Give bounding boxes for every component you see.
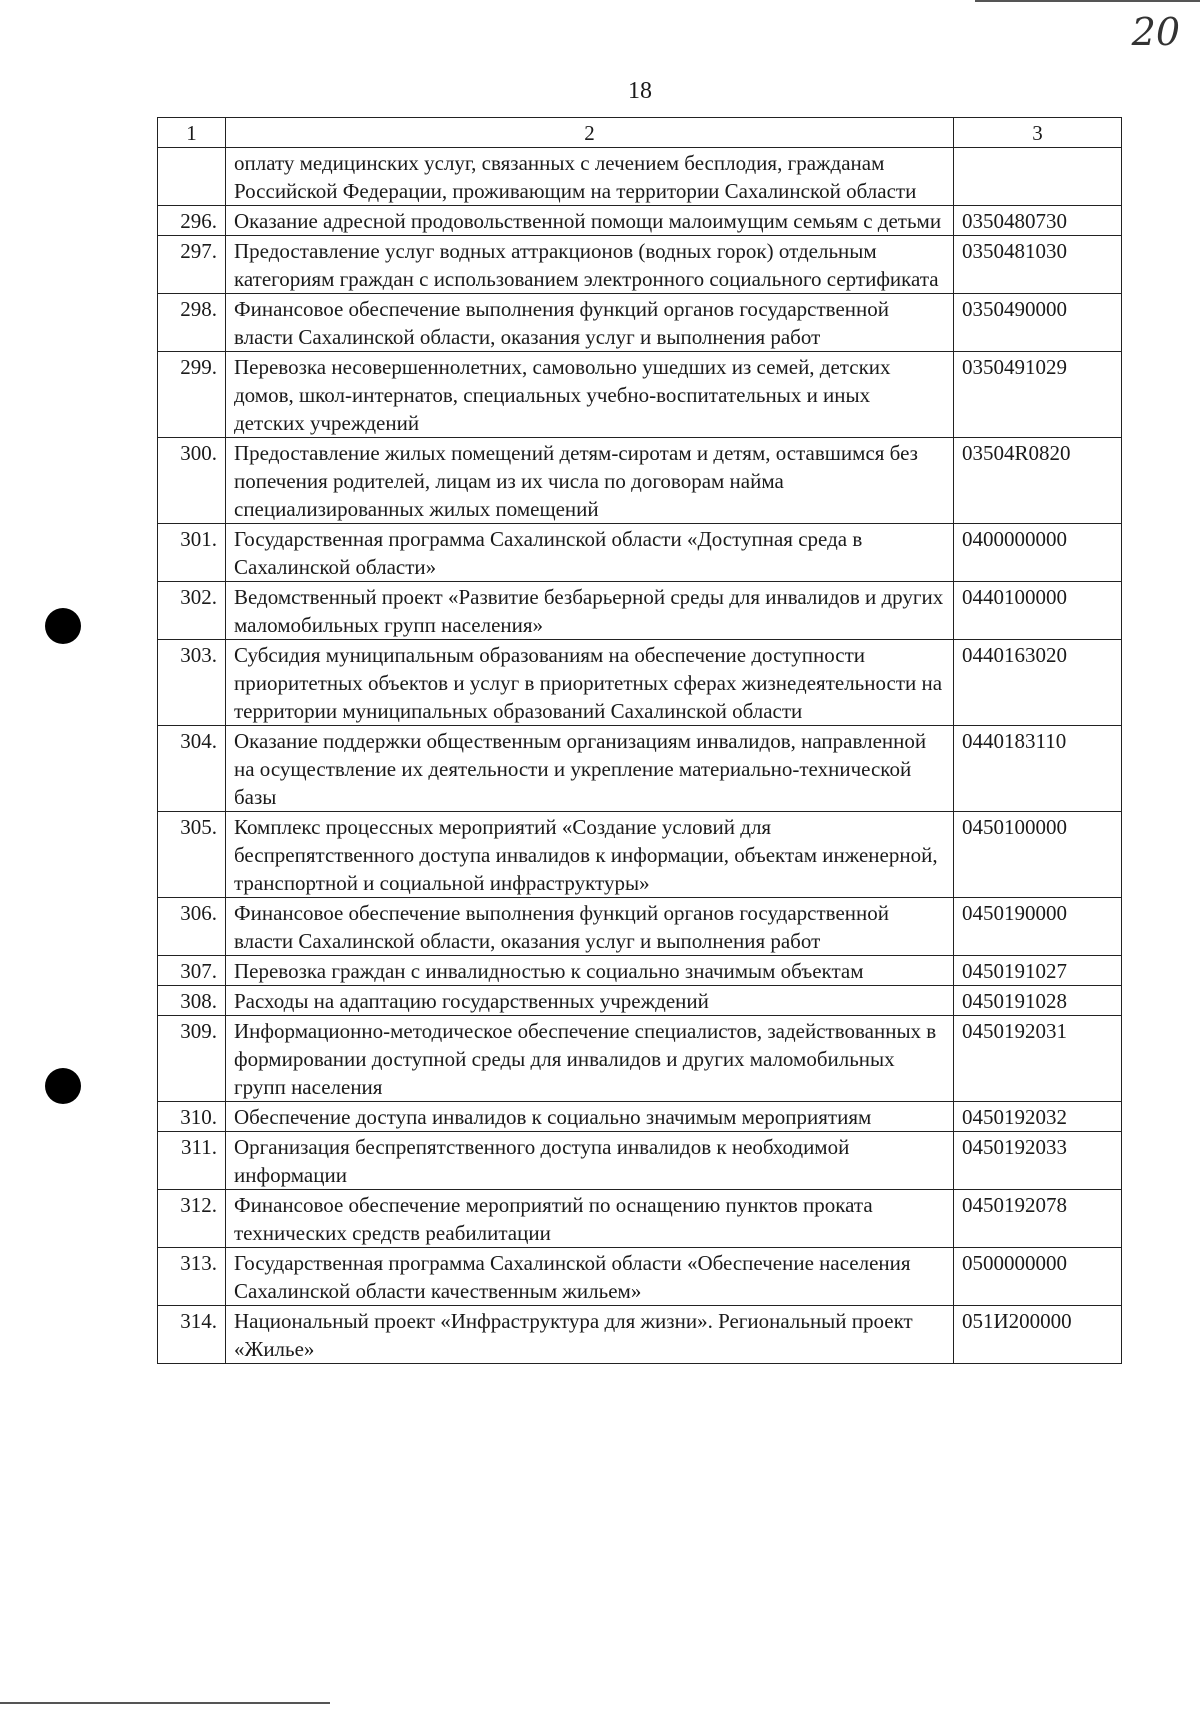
header-cell-code: 3 <box>954 118 1122 148</box>
row-number-cell: 313. <box>158 1248 226 1306</box>
row-number-cell: 312. <box>158 1190 226 1248</box>
table-row <box>158 726 1122 812</box>
row-number-cell: 304. <box>158 726 226 812</box>
row-number-cell: 311. <box>158 1132 226 1190</box>
row-code-cell: 0450190000 <box>954 898 1122 956</box>
row-code-cell: 0350481030 <box>954 236 1122 294</box>
row-code-cell: 0440163020 <box>954 640 1122 726</box>
row-name-cell: Субсидия муниципальным образованиям на обеспечение доступности приоритетных объектов и услуг в приоритетных сферах жизнедеятельности на территории муниципальных образований Сахалинской области <box>226 640 954 726</box>
row-number-cell: 301. <box>158 524 226 582</box>
row-number-cell: 297. <box>158 236 226 294</box>
row-name-cell: Перевозка граждан с инвалидностью к социально значимым объектам <box>226 956 954 986</box>
row-number-cell: 299. <box>158 352 226 438</box>
row-number-cell: 314. <box>158 1306 226 1364</box>
row-number-cell: 308. <box>158 986 226 1016</box>
top-edge-line <box>975 0 1200 2</box>
row-name-cell: Финансовое обеспечение мероприятий по оснащению пунктов проката технических средств реабилитации <box>226 1190 954 1248</box>
row-code-cell: 0400000000 <box>954 524 1122 582</box>
page-number: 18 <box>628 78 652 104</box>
row-number-cell: 296. <box>158 206 226 236</box>
row-name-cell: Финансовое обеспечение выполнения функций органов государственной власти Сахалинской области, оказания услуг и выполнения работ <box>226 294 954 352</box>
header-cell-name: 2 <box>226 118 954 148</box>
row-code-cell: 0450192031 <box>954 1016 1122 1102</box>
row-number-cell: 305. <box>158 812 226 898</box>
row-name-cell: Оказание поддержки общественным организациям инвалидов, направленной на осуществление их деятельности и укрепление материально-технической базы <box>226 726 954 812</box>
table-row <box>158 206 1122 236</box>
row-code-cell: 03504R0820 <box>954 438 1122 524</box>
row-code-cell: 0450192032 <box>954 1102 1122 1132</box>
row-code-cell: 0350491029 <box>954 352 1122 438</box>
table-row <box>158 1132 1122 1190</box>
row-code-cell: 0450100000 <box>954 812 1122 898</box>
punch-hole <box>45 1068 81 1104</box>
table-row <box>158 1190 1122 1248</box>
budget-codes-table <box>157 117 1122 1364</box>
row-name-cell: Предоставление жилых помещений детям-сиротам и детям, оставшимся без попечения родителей, лицам из их числа по договорам найма специализированных жилых помещений <box>226 438 954 524</box>
table-row <box>158 1102 1122 1132</box>
row-code-cell: 0500000000 <box>954 1248 1122 1306</box>
row-name-cell: Национальный проект «Инфраструктура для жизни». Региональный проект «Жилье» <box>226 1306 954 1364</box>
table-row <box>158 1016 1122 1102</box>
row-number-cell: 302. <box>158 582 226 640</box>
table-header-row <box>158 118 1122 148</box>
row-name-cell: Государственная программа Сахалинской области «Обеспечение населения Сахалинской области качественным жильем» <box>226 1248 954 1306</box>
bottom-edge-line <box>0 1702 330 1704</box>
row-name-cell: оплату медицинских услуг, связанных с лечением бесплодия, гражданам Российской Федерации, проживающим на территории Сахалинской области <box>226 148 954 206</box>
table-row <box>158 640 1122 726</box>
table-row <box>158 986 1122 1016</box>
table-row <box>158 524 1122 582</box>
header-cell-number: 1 <box>158 118 226 148</box>
row-name-cell: Расходы на адаптацию государственных учреждений <box>226 986 954 1016</box>
table-row <box>158 236 1122 294</box>
table-row <box>158 148 1122 206</box>
row-name-cell: Предоставление услуг водных аттракционов (водных горок) отдельным категориям граждан с использованием электронного социального сертификата <box>226 236 954 294</box>
row-code-cell: 0440100000 <box>954 582 1122 640</box>
row-name-cell: Информационно-методическое обеспечение специалистов, задействованных в формировании доступной среды для инвалидов и других маломобильных групп населения <box>226 1016 954 1102</box>
row-name-cell: Государственная программа Сахалинской области «Доступная среда в Сахалинской области» <box>226 524 954 582</box>
row-code-cell: 0350480730 <box>954 206 1122 236</box>
row-code-cell <box>954 148 1122 206</box>
row-code-cell: 0350490000 <box>954 294 1122 352</box>
row-number-cell: 303. <box>158 640 226 726</box>
row-name-cell: Перевозка несовершеннолетних, самовольно ушедших из семей, детских домов, школ-интернатов, специальных учебно-воспитательных и иных детских учреждений <box>226 352 954 438</box>
table-row <box>158 352 1122 438</box>
punch-hole <box>45 608 81 644</box>
table-row <box>158 294 1122 352</box>
row-code-cell: 0450192033 <box>954 1132 1122 1190</box>
row-number-cell <box>158 148 226 206</box>
row-name-cell: Финансовое обеспечение выполнения функций органов государственной власти Сахалинской области, оказания услуг и выполнения работ <box>226 898 954 956</box>
row-code-cell: 051И200000 <box>954 1306 1122 1364</box>
row-name-cell: Оказание адресной продовольственной помощи малоимущим семьям с детьми <box>226 206 954 236</box>
row-number-cell: 307. <box>158 956 226 986</box>
row-code-cell: 0450191027 <box>954 956 1122 986</box>
row-number-cell: 309. <box>158 1016 226 1102</box>
row-name-cell: Организация беспрепятственного доступа инвалидов к необходимой информации <box>226 1132 954 1190</box>
row-number-cell: 300. <box>158 438 226 524</box>
row-name-cell: Обеспечение доступа инвалидов к социально значимым мероприятиям <box>226 1102 954 1132</box>
row-name-cell: Ведомственный проект «Развитие безбарьерной среды для инвалидов и других маломобильных групп населения» <box>226 582 954 640</box>
table-row <box>158 438 1122 524</box>
row-code-cell: 0450192078 <box>954 1190 1122 1248</box>
row-number-cell: 298. <box>158 294 226 352</box>
row-name-cell: Комплекс процессных мероприятий «Создание условий для беспрепятственного доступа инвалидов к информации, объектам инженерной, транспортной и социальной инфраструктуры» <box>226 812 954 898</box>
table-row <box>158 582 1122 640</box>
table-row <box>158 956 1122 986</box>
table-row <box>158 898 1122 956</box>
row-code-cell: 0440183110 <box>954 726 1122 812</box>
table-row <box>158 1248 1122 1306</box>
row-number-cell: 306. <box>158 898 226 956</box>
row-code-cell: 0450191028 <box>954 986 1122 1016</box>
table-row <box>158 812 1122 898</box>
handwritten-page-mark: 20 <box>1131 10 1180 54</box>
table-row <box>158 1306 1122 1364</box>
row-number-cell: 310. <box>158 1102 226 1132</box>
